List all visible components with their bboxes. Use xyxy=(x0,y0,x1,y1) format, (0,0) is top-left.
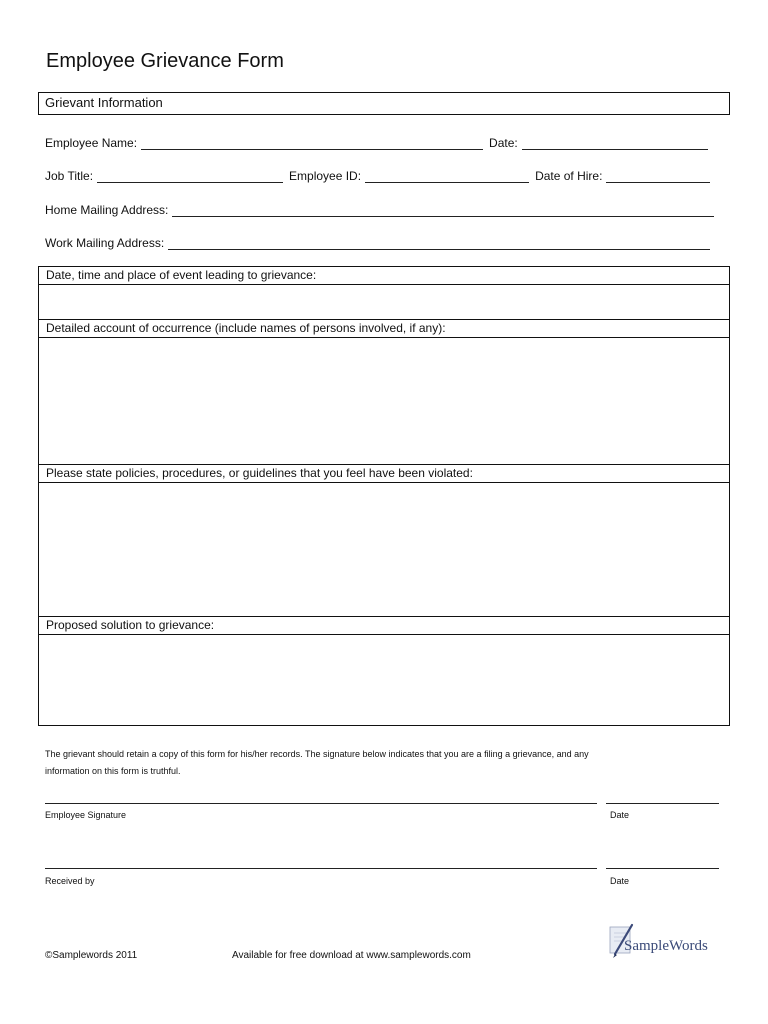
event-section-header: Date, time and place of event leading to grievance: xyxy=(39,267,729,285)
grievant-info-header: Grievant Information xyxy=(45,95,163,110)
received-by-label: Received by xyxy=(45,876,95,886)
signature-date-line[interactable] xyxy=(606,802,719,804)
solution-input-area[interactable] xyxy=(39,635,729,726)
received-date-label: Date xyxy=(610,876,630,886)
date-of-hire-label: Date of Hire: xyxy=(535,169,603,183)
copyright-text: ©Samplewords 2011 xyxy=(45,950,138,961)
work-address-field[interactable] xyxy=(168,237,710,250)
home-address-label: Home Mailing Address: xyxy=(45,203,169,217)
samplewords-logo xyxy=(606,922,716,962)
solution-section xyxy=(38,616,730,726)
notice-line-2: information on this form is truthful. xyxy=(45,766,181,776)
notice-line-1: The grievant should retain a copy of this form for his/her records. The signature below indicates that you are a filing a grievance, and any xyxy=(45,749,589,759)
job-title-label: Job Title: xyxy=(45,169,94,183)
policies-input-area[interactable] xyxy=(39,483,729,617)
account-input-area[interactable] xyxy=(39,338,729,465)
work-address-label: Work Mailing Address: xyxy=(45,236,165,250)
home-address-field[interactable] xyxy=(172,204,714,217)
account-section xyxy=(38,319,730,465)
account-section-header: Detailed account of occurrence (include names of persons involved, if any): xyxy=(39,320,729,338)
event-section xyxy=(38,266,730,320)
date-label: Date: xyxy=(489,136,518,150)
form-title: Employee Grievance Form xyxy=(46,50,284,72)
received-date-line[interactable] xyxy=(606,867,719,869)
employee-name-label: Employee Name: xyxy=(45,136,138,150)
home-address-row xyxy=(45,199,714,217)
employee-name-field[interactable] xyxy=(141,137,483,150)
employee-id-label: Employee ID: xyxy=(289,169,362,183)
signature-date-label: Date xyxy=(610,810,630,820)
employee-signature-label: Employee Signature xyxy=(45,810,127,820)
work-address-row xyxy=(45,232,710,250)
download-text: Available for free download at www.samplewords.com xyxy=(232,950,471,961)
date-field[interactable] xyxy=(522,137,708,150)
date-of-hire-field[interactable] xyxy=(606,170,710,183)
received-by-line[interactable] xyxy=(45,867,597,869)
notice-text xyxy=(45,746,725,780)
policies-section xyxy=(38,464,730,617)
solution-section-header: Proposed solution to grievance: xyxy=(39,617,729,635)
job-info-row xyxy=(45,165,710,183)
job-title-field[interactable] xyxy=(97,170,283,183)
policies-section-header: Please state policies, procedures, or guidelines that you feel have been violated: xyxy=(39,465,729,483)
employee-signature-line[interactable] xyxy=(45,802,597,804)
employee-name-row xyxy=(45,132,708,150)
employee-id-field[interactable] xyxy=(365,170,529,183)
logo-text: SampleWords xyxy=(624,938,708,954)
event-input-area[interactable] xyxy=(39,285,729,320)
